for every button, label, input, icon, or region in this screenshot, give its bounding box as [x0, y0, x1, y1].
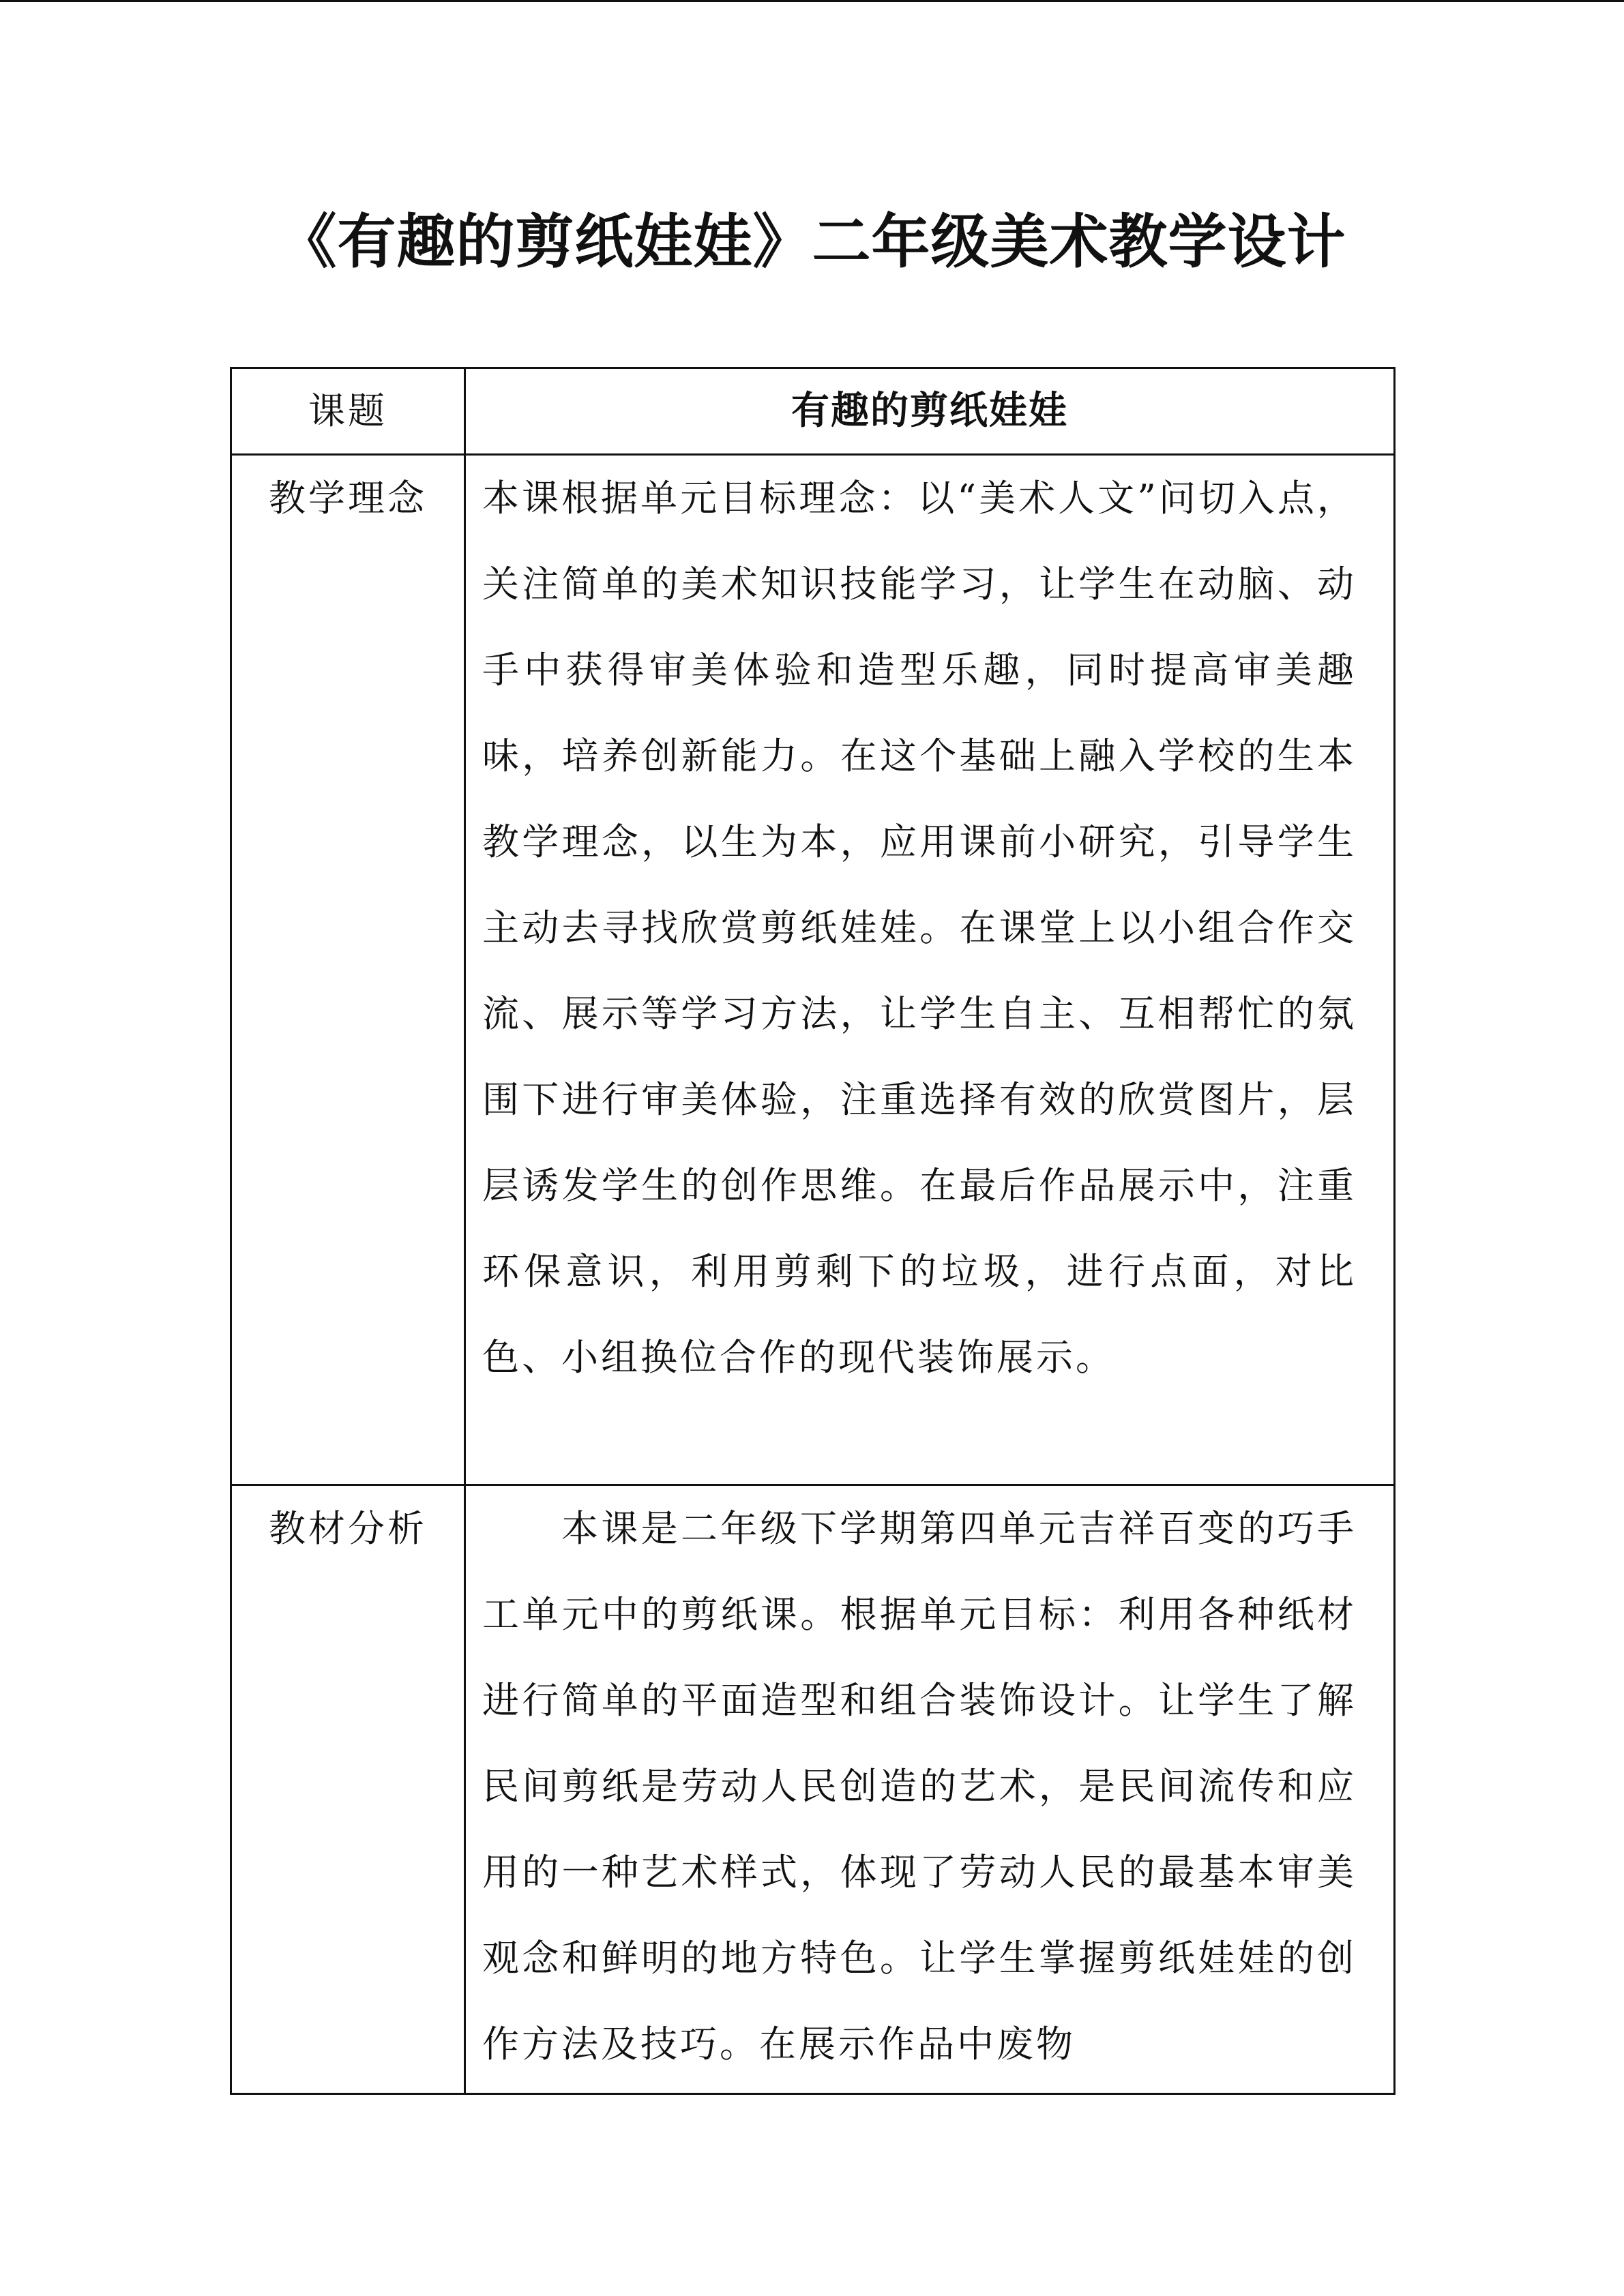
topic-label-cell: 课题	[231, 368, 465, 455]
material-analysis-label-cell: 教材分析	[231, 1485, 465, 2094]
material-analysis-text-cell: 本课是二年级下学期第四单元吉祥百变的巧手工单元中的剪纸课。根据单元目标：利用各种纸材进行简单的平面造型和组合装饰设计。让学生了解民间剪纸是劳动人民创造的艺术，是民间流传和应用的一种艺术样式，体现了劳动人民的最基本审美观念和鲜明的地方特色。让学生掌握剪纸娃娃的创作方法及技巧。在展示作品中废物	[465, 1485, 1395, 2094]
topic-value-cell: 有趣的剪纸娃娃	[465, 368, 1395, 455]
lesson-plan-table	[230, 367, 1396, 2095]
document-title: 《有趣的剪纸娃娃》二年级美术教学设计	[278, 208, 1346, 276]
table-row-teaching-concept	[231, 455, 1395, 1485]
teaching-concept-text-cell: 本课根据单元目标理念：以“美术人文”问切入点，关注简单的美术知识技能学习，让学生在动脑、动手中获得审美体验和造型乐趣，同时提高审美趣味，培养创新能力。在这个基础上融入学校的生本教学理念，以生为本，应用课前小研究，引导学生主动去寻找欣赏剪纸娃娃。在课堂上以小组合作交流、展示等学习方法，让学生自主、互相帮忙的氛围下进行审美体验，注重选择有效的欣赏图片，层层诱发学生的创作思维。在最后作品展示中，注重环保意识，利用剪剩下的垃圾，进行点面，对比色、小组换位合作的现代装饰展示。	[465, 455, 1395, 1485]
page-top-border	[0, 0, 1624, 2]
teaching-concept-label-cell: 教学理念	[231, 455, 465, 1485]
table-row-topic	[231, 368, 1395, 455]
table-row-material-analysis	[231, 1485, 1395, 2094]
